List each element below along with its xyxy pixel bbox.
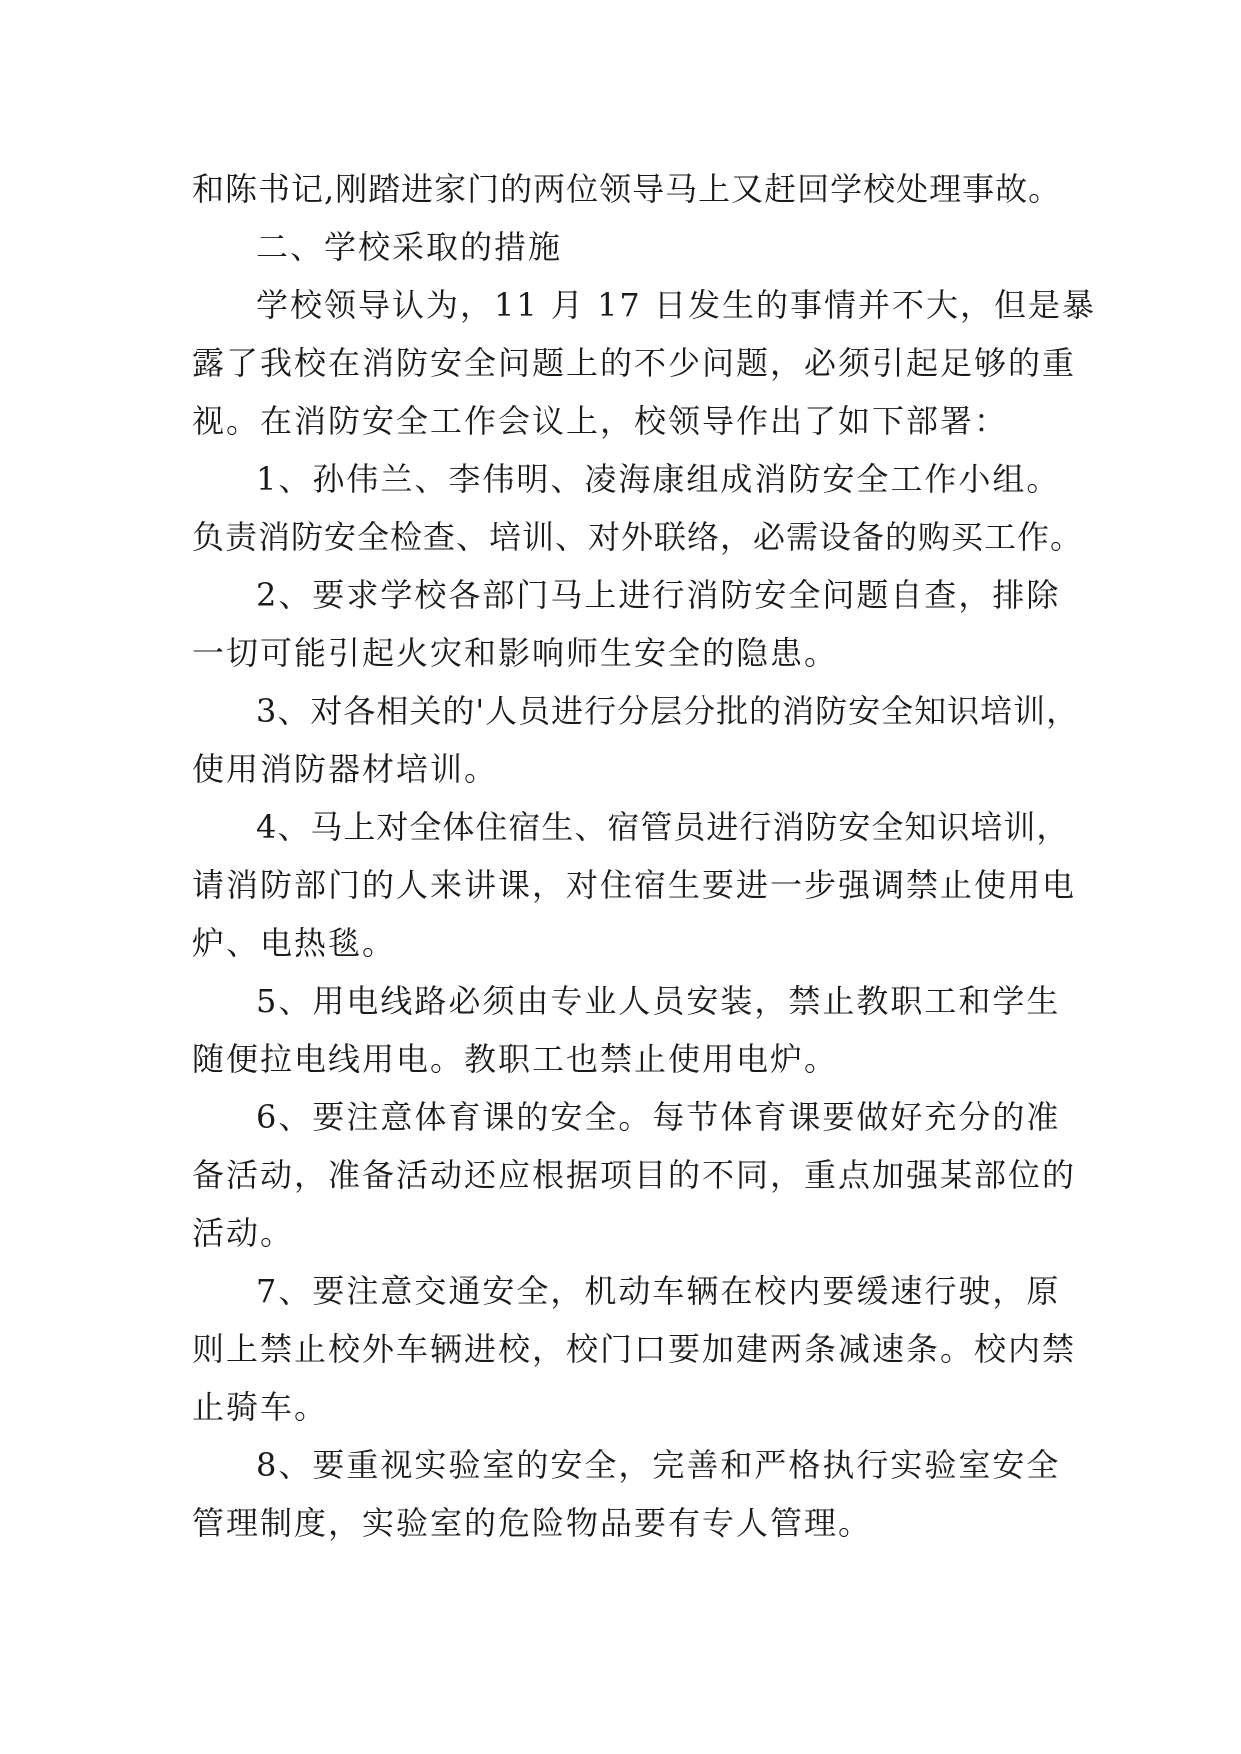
text-line: 7、要注意交通安全，机动车辆在校内要缓速行驶，原 [256, 1272, 1061, 1310]
text-line: 请消防部门的人来讲课，对住宿生要进一步强调禁止使用电 [192, 866, 1077, 904]
text-line: 负责消防安全检查、培训、对外联络，必需设备的购买工作。 [192, 518, 1084, 556]
text-line: 备活动，准备活动还应根据项目的不同，重点加强某部位的 [192, 1156, 1077, 1194]
text-line: 炉、电热毯。 [192, 924, 397, 962]
text-line: 1、孙伟兰、李伟明、凌海康组成消防安全工作小组。 [256, 460, 1061, 498]
text-line: 和陈书记,刚踏进家门的两位领导马上又赶回学校处理事故。 [192, 170, 1062, 208]
text-line: 使用消防器材培训。 [192, 750, 499, 788]
text-line: 视。在消防安全工作会议上，校领导作出了如下部署： [192, 402, 1009, 440]
text-line: 3、对各相关的'人员进行分层分批的消防安全知识培训， [256, 692, 1080, 730]
text-line: 6、要注意体育课的安全。每节体育课要做好充分的准 [256, 1098, 1061, 1136]
document-body [192, 160, 1096, 1552]
text-line: 露了我校在消防安全问题上的不少问题，必须引起足够的重 [192, 344, 1077, 382]
text-line: 4、马上对全体住宿生、宿管员进行消防安全知识培训， [256, 808, 1070, 846]
text-line: 止骑车。 [192, 1388, 329, 1426]
text-line: 随便拉电线用电。教职工也禁止使用电炉。 [192, 1040, 839, 1078]
text-line: 8、要重视实验室的安全，完善和严格执行实验室安全 [256, 1446, 1061, 1484]
text-line: 2、要求学校各部门马上进行消防安全问题自查，排除 [256, 576, 1061, 614]
text-line: 一切可能引起火灾和影响师生安全的隐患。 [192, 634, 839, 672]
text-line: 则上禁止校外车辆进校，校门口要加建两条减速条。校内禁 [192, 1330, 1077, 1368]
section-heading: 二、学校采取的措施 [256, 228, 563, 266]
text-line: 活动。 [192, 1214, 295, 1252]
text-line: 5、用电线路必须由专业人员安装，禁止教职工和学生 [256, 982, 1061, 1020]
text-line: 学校领导认为，11 月 17 日发生的事情并不大，但是暴 [256, 286, 1096, 324]
text-line: 管理制度，实验室的危险物品要有专人管理。 [192, 1504, 873, 1542]
